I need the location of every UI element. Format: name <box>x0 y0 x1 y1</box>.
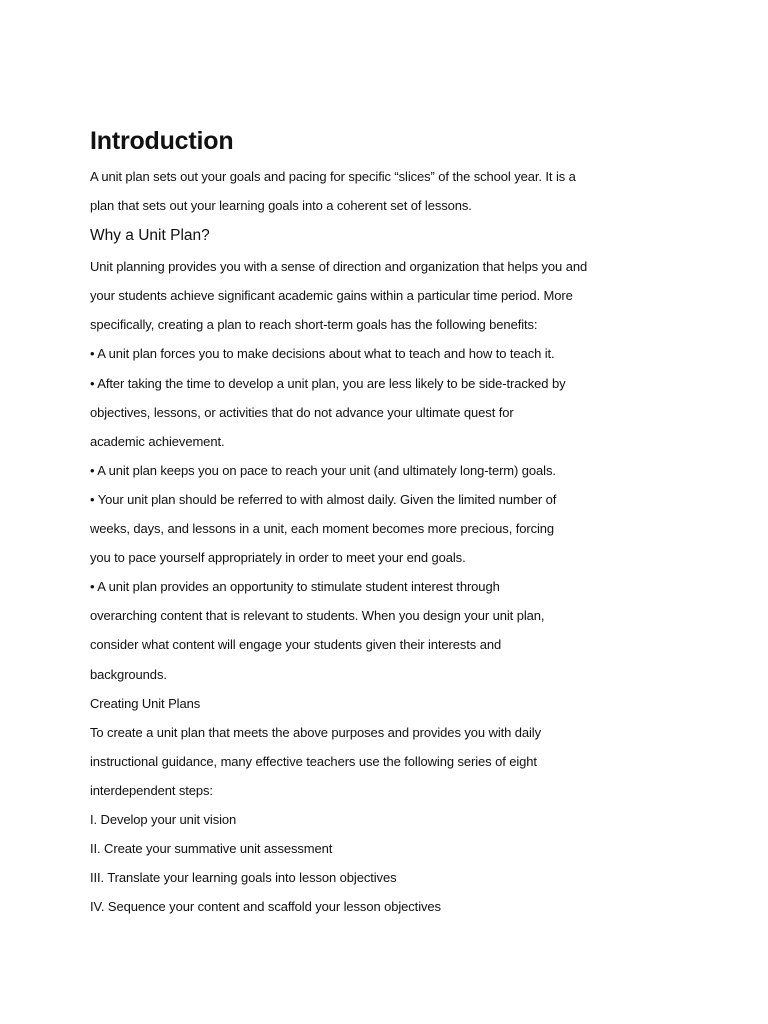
bullet-line: • A unit plan provides an opportunity to stimulate student interest through <box>90 579 500 595</box>
body-line: you to pace yourself appropriately in order to meet your end goals. <box>90 550 466 566</box>
intro-line-2: plan that sets out your learning goals into a coherent set of lessons. <box>90 198 472 214</box>
body-line: objectives, lessons, or activities that do not advance your ultimate quest for <box>90 404 514 420</box>
bullet-line: • A unit plan keeps you on pace to reach your unit (and ultimately long-term) goals. <box>90 462 556 478</box>
page-title: Introduction <box>90 127 234 155</box>
bullet-line: • After taking the time to develop a unit plan, you are less likely to be side-tracked by <box>90 375 566 391</box>
step-item: II. Create your summative unit assessment <box>90 841 333 857</box>
body-line: Unit planning provides you with a sense of direction and organization that helps you and <box>90 259 588 275</box>
body-line: academic achievement. <box>90 433 225 449</box>
section-label: Creating Unit Plans <box>90 695 201 711</box>
body-line: interdependent steps: <box>90 782 213 798</box>
bullet-line: • A unit plan forces you to make decisions about what to teach and how to teach it. <box>90 346 555 362</box>
body-line: backgrounds. <box>90 666 167 682</box>
body-line: instructional guidance, many effective teachers use the following series of eight <box>90 753 537 769</box>
body-line: your students achieve significant academic gains within a particular time period. More <box>90 288 573 304</box>
body-line: weeks, days, and lessons in a unit, each moment becomes more precious, forcing <box>90 521 555 537</box>
document-content <box>90 120 730 921</box>
step-item: I. Develop your unit vision <box>90 811 237 827</box>
section-subheading: Why a Unit Plan? <box>90 227 210 245</box>
intro-line-1: A unit plan sets out your goals and pacing for specific “slices” of the school year. It is a <box>90 169 576 184</box>
body-line: specifically, creating a plan to reach short-term goals has the following benefits: <box>90 317 538 333</box>
step-item: III. Translate your learning goals into lesson objectives <box>90 870 397 886</box>
step-item: IV. Sequence your content and scaffold your lesson objectives <box>90 899 441 915</box>
bullet-line: • Your unit plan should be referred to with almost daily. Given the limited number of <box>90 491 557 507</box>
body-line: overarching content that is relevant to students. When you design your unit plan, <box>90 608 545 624</box>
body-line: To create a unit plan that meets the above purposes and provides you with daily <box>90 724 541 740</box>
body-line: consider what content will engage your students given their interests and <box>90 637 502 653</box>
